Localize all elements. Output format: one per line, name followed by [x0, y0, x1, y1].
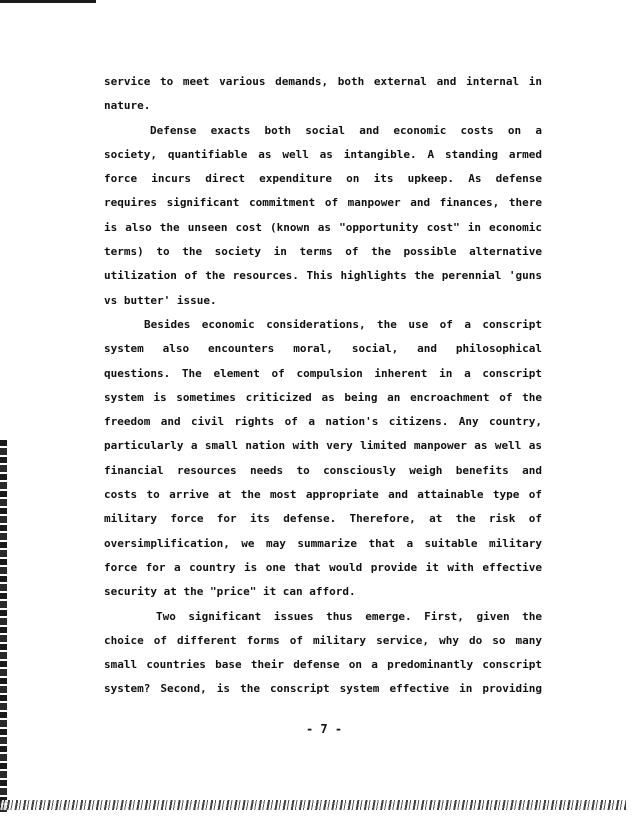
- text-line: security at the "price" it can afford.: [104, 585, 356, 599]
- text-line: questions. The element of compulsion inherent in a conscript: [104, 366, 542, 380]
- text-line: force for a country is one that would provide it with effective: [104, 560, 542, 574]
- text-line: financial resources needs to consciously weigh benefits and: [104, 463, 542, 477]
- text-line: nature.: [104, 99, 151, 113]
- scan-left-edge-artifact: [0, 440, 7, 812]
- text-line: terms) to the society in terms of the possible alternative: [104, 245, 542, 259]
- text-line: system? Second, is the conscript system effective in providing: [104, 682, 542, 696]
- text-line: particularly a small nation with very limited manpower as well as: [104, 439, 542, 453]
- text-line: military force for its defense. Therefore, at the risk of: [104, 512, 542, 526]
- scan-top-mark: [0, 0, 96, 3]
- text-line: force incurs direct expenditure on its upkeep. As defense: [104, 172, 542, 186]
- text-line: costs to arrive at the most appropriate and attainable type of: [104, 488, 542, 502]
- text-line: freedom and civil rights of a nation's citizens. Any country,: [104, 415, 542, 429]
- text-line: choice of different forms of military service, why do so many: [104, 633, 542, 647]
- paragraph-start-line: Besides economic considerations, the use of a conscript: [144, 317, 542, 331]
- paragraph-start-line: Two significant issues thus emerge. First, given the: [156, 609, 542, 623]
- text-line: small countries base their defense on a predominantly conscript: [104, 658, 542, 672]
- page-number: - 7 -: [305, 722, 343, 736]
- text-line: oversimplification, we may summarize that a suitable military: [104, 536, 542, 550]
- text-line: system is sometimes criticized as being an encroachment of the: [104, 390, 542, 404]
- paragraph-start-line: Defense exacts both social and economic costs on a: [150, 123, 542, 137]
- text-line: requires significant commitment of manpower and finances, there: [104, 196, 542, 210]
- scan-bottom-edge-artifact: [0, 800, 626, 810]
- text-line: vs butter' issue.: [104, 293, 217, 307]
- text-line: utilization of the resources. This highlights the perennial 'guns: [104, 269, 542, 283]
- body-text: [104, 70, 542, 702]
- text-line: is also the unseen cost (known as "opportunity cost" in economic: [104, 220, 542, 234]
- text-line: system also encounters moral, social, and philosophical: [104, 342, 542, 356]
- text-line: society, quantifiable as well as intangible. A standing armed: [104, 147, 542, 161]
- text-line: service to meet various demands, both external and internal in: [104, 75, 542, 88]
